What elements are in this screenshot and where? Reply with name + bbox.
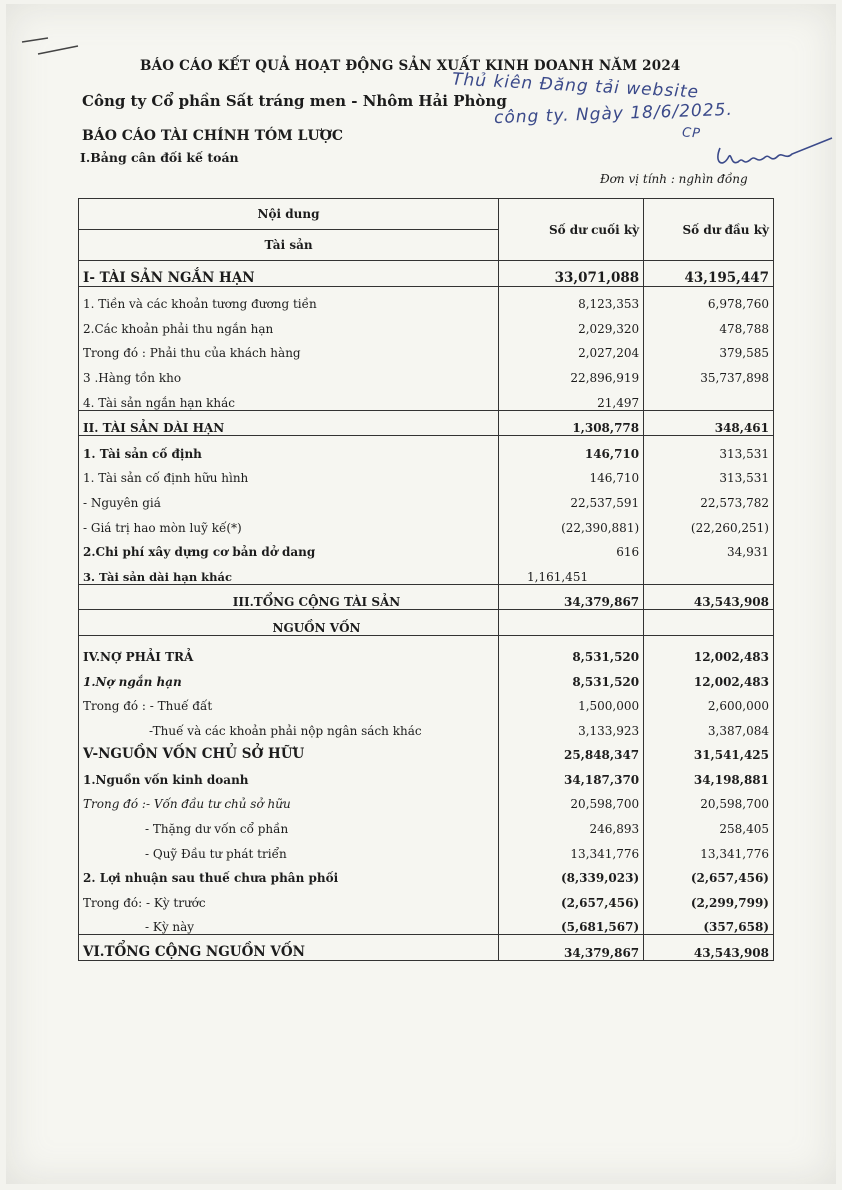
- row-end: (2,657,456): [499, 885, 644, 910]
- row-begin: 6,978,760: [644, 286, 774, 311]
- handwritten-note-line1: Thủ kiên Đăng tải website: [451, 69, 700, 103]
- row-begin: 20,598,700: [644, 787, 774, 812]
- row-begin: 43,543,908: [644, 584, 774, 610]
- row-end: 13,341,776: [499, 836, 644, 861]
- table-row: [79, 510, 774, 535]
- header-begin-balance: Số dư đầu kỳ: [644, 199, 774, 261]
- row-end: 2,027,204: [499, 336, 644, 361]
- row-label: 1. Tiền và các khoản tương đương tiền: [79, 286, 499, 311]
- row-begin: (2,299,799): [644, 885, 774, 910]
- row-begin: 34,198,881: [644, 762, 774, 787]
- row-begin: [644, 559, 774, 584]
- pen-mark: [18, 34, 88, 64]
- row-end: 8,531,520: [499, 664, 644, 689]
- row-label: V-NGUỒN VỐN CHỦ SỞ HỮU: [79, 738, 499, 763]
- row-end: 20,598,700: [499, 787, 644, 812]
- row-label: - Quỹ Đầu tư phát triển: [79, 836, 499, 861]
- row-label: 3. Tài sản dài hạn khác: [79, 559, 499, 584]
- row-label: - Giá trị hao mòn luỹ kế(*): [79, 510, 499, 535]
- row-label: 1.Nợ ngắn hạn: [79, 664, 499, 689]
- row-end: 146,710: [499, 461, 644, 486]
- row-label: 1. Tài sản cố định: [79, 436, 499, 461]
- table-row: [79, 738, 774, 763]
- row-label: Trong đó :- Vốn đầu tư chủ sở hữu: [79, 787, 499, 812]
- table-row: [79, 286, 774, 311]
- table-row: [79, 885, 774, 910]
- row-label: 1. Tài sản cố định hữu hình: [79, 461, 499, 486]
- row-begin: 34,931: [644, 535, 774, 560]
- row-label: 1.Nguồn vốn kinh doanh: [79, 762, 499, 787]
- unit-label: Đơn vị tính : nghìn đồng: [600, 172, 748, 186]
- row-label: VI.TỔNG CỘNG NGUỒN VỐN: [79, 935, 499, 961]
- table-row: [79, 311, 774, 336]
- table-row: [79, 385, 774, 410]
- row-end: 1,500,000: [499, 689, 644, 714]
- row-begin: 3,387,084: [644, 713, 774, 738]
- row-end: 1,161,451: [499, 559, 644, 584]
- row-end: 3,133,923: [499, 713, 644, 738]
- row-begin: 348,461: [644, 410, 774, 436]
- table-row: [79, 535, 774, 560]
- row-end: 616: [499, 535, 644, 560]
- row-label: - Thặng dư vốn cổ phần: [79, 811, 499, 836]
- row-end: 34,379,867: [499, 935, 644, 961]
- row-label: Trong đó : - Thuế đất: [79, 689, 499, 714]
- row-label: IV.NỢ PHẢI TRẢ: [79, 635, 499, 664]
- row-label: 3 .Hàng tồn kho: [79, 360, 499, 385]
- table-row: [79, 689, 774, 714]
- row-end: (22,390,881): [499, 510, 644, 535]
- row-label: II. TÀI SẢN DÀI HẠN: [79, 410, 499, 436]
- row-begin: 12,002,483: [644, 664, 774, 689]
- table-row: [79, 811, 774, 836]
- row-begin: 379,585: [644, 336, 774, 361]
- table-row: [79, 861, 774, 886]
- row-end: 146,710: [499, 436, 644, 461]
- handwritten-note-line2: công ty. Ngày 18/6/2025.: [493, 99, 734, 129]
- signature: [712, 128, 842, 178]
- table-row: [79, 910, 774, 935]
- row-end: 33,071,088: [499, 261, 644, 287]
- table-header-row: [79, 199, 774, 230]
- sources-header: NGUỒN VỐN: [79, 610, 499, 636]
- row-label: 2.Các khoản phải thu ngắn hạn: [79, 311, 499, 336]
- row-end: 8,531,520: [499, 635, 644, 664]
- row-begin: 313,531: [644, 436, 774, 461]
- row-begin: 43,195,447: [644, 261, 774, 287]
- row-end: (5,681,567): [499, 910, 644, 935]
- row-end: 246,893: [499, 811, 644, 836]
- row-label: 2. Lợi nhuận sau thuế chưa phân phối: [79, 861, 499, 886]
- section-title: I.Bảng cân đối kế toán: [80, 150, 239, 165]
- table-row: [79, 360, 774, 385]
- row-end: 22,896,919: [499, 360, 644, 385]
- row-begin: (2,657,456): [644, 861, 774, 886]
- row-begin: 43,543,908: [644, 935, 774, 961]
- row-label: Trong đó : Phải thu của khách hàng: [79, 336, 499, 361]
- row-label: III.TỔNG CỘNG TÀI SẢN: [79, 584, 499, 610]
- table-row: [79, 584, 774, 610]
- row-begin: (357,658): [644, 910, 774, 935]
- table-row: [79, 485, 774, 510]
- header-end-balance: Số dư cuối kỳ: [499, 199, 644, 261]
- table-row: [79, 664, 774, 689]
- report-title: BÁO CÁO KẾT QUẢ HOẠT ĐỘNG SẢN XUẤT KINH DOANH NĂM 2024: [140, 58, 681, 74]
- table-row: [79, 762, 774, 787]
- row-begin: 35,737,898: [644, 360, 774, 385]
- row-label: -Thuế và các khoản phải nộp ngân sách khác: [79, 713, 499, 738]
- row-end: 8,123,353: [499, 286, 644, 311]
- table-row: [79, 336, 774, 361]
- row-end: 22,537,591: [499, 485, 644, 510]
- row-label: Trong đó: - Kỳ trước: [79, 885, 499, 910]
- header-content: Nội dung: [79, 199, 499, 230]
- row-begin: 258,405: [644, 811, 774, 836]
- row-begin: 478,788: [644, 311, 774, 336]
- row-begin: 13,341,776: [644, 836, 774, 861]
- row-begin: 31,541,425: [644, 738, 774, 763]
- table-row: [79, 436, 774, 461]
- table-row: [79, 261, 774, 287]
- row-end: 34,187,370: [499, 762, 644, 787]
- row-end: 2,029,320: [499, 311, 644, 336]
- row-begin: [644, 385, 774, 410]
- row-end: 34,379,867: [499, 584, 644, 610]
- header-assets: Tài sản: [79, 230, 499, 261]
- sources-header-row: [79, 610, 774, 636]
- row-label: - Nguyên giá: [79, 485, 499, 510]
- table-row: [79, 635, 774, 664]
- row-begin: (22,260,251): [644, 510, 774, 535]
- balance-sheet-table: [78, 198, 774, 961]
- summary-title: BÁO CÁO TÀI CHÍNH TÓM LƯỢC: [82, 128, 343, 144]
- table-row: [79, 461, 774, 486]
- row-label: I- TÀI SẢN NGẮN HẠN: [79, 261, 499, 287]
- table-row: [79, 787, 774, 812]
- row-end: 25,848,347: [499, 738, 644, 763]
- row-end: (8,339,023): [499, 861, 644, 886]
- table-row: [79, 836, 774, 861]
- table-row: [79, 935, 774, 961]
- row-begin: 12,002,483: [644, 635, 774, 664]
- row-begin: 2,600,000: [644, 689, 774, 714]
- table-row: [79, 559, 774, 584]
- row-end: 21,497: [499, 385, 644, 410]
- table-row: [79, 713, 774, 738]
- row-label: 2.Chi phí xây dựng cơ bản dở dang: [79, 535, 499, 560]
- handwritten-note-line3: CP: [681, 125, 702, 142]
- table-row: [79, 410, 774, 436]
- company-name: Công ty Cổ phần Sất tráng men - Nhôm Hải Phòng: [82, 92, 507, 110]
- row-label: - Kỳ này: [79, 910, 499, 935]
- row-end: 1,308,778: [499, 410, 644, 436]
- row-begin: 22,573,782: [644, 485, 774, 510]
- row-begin: 313,531: [644, 461, 774, 486]
- row-label: 4. Tài sản ngắn hạn khác: [79, 385, 499, 410]
